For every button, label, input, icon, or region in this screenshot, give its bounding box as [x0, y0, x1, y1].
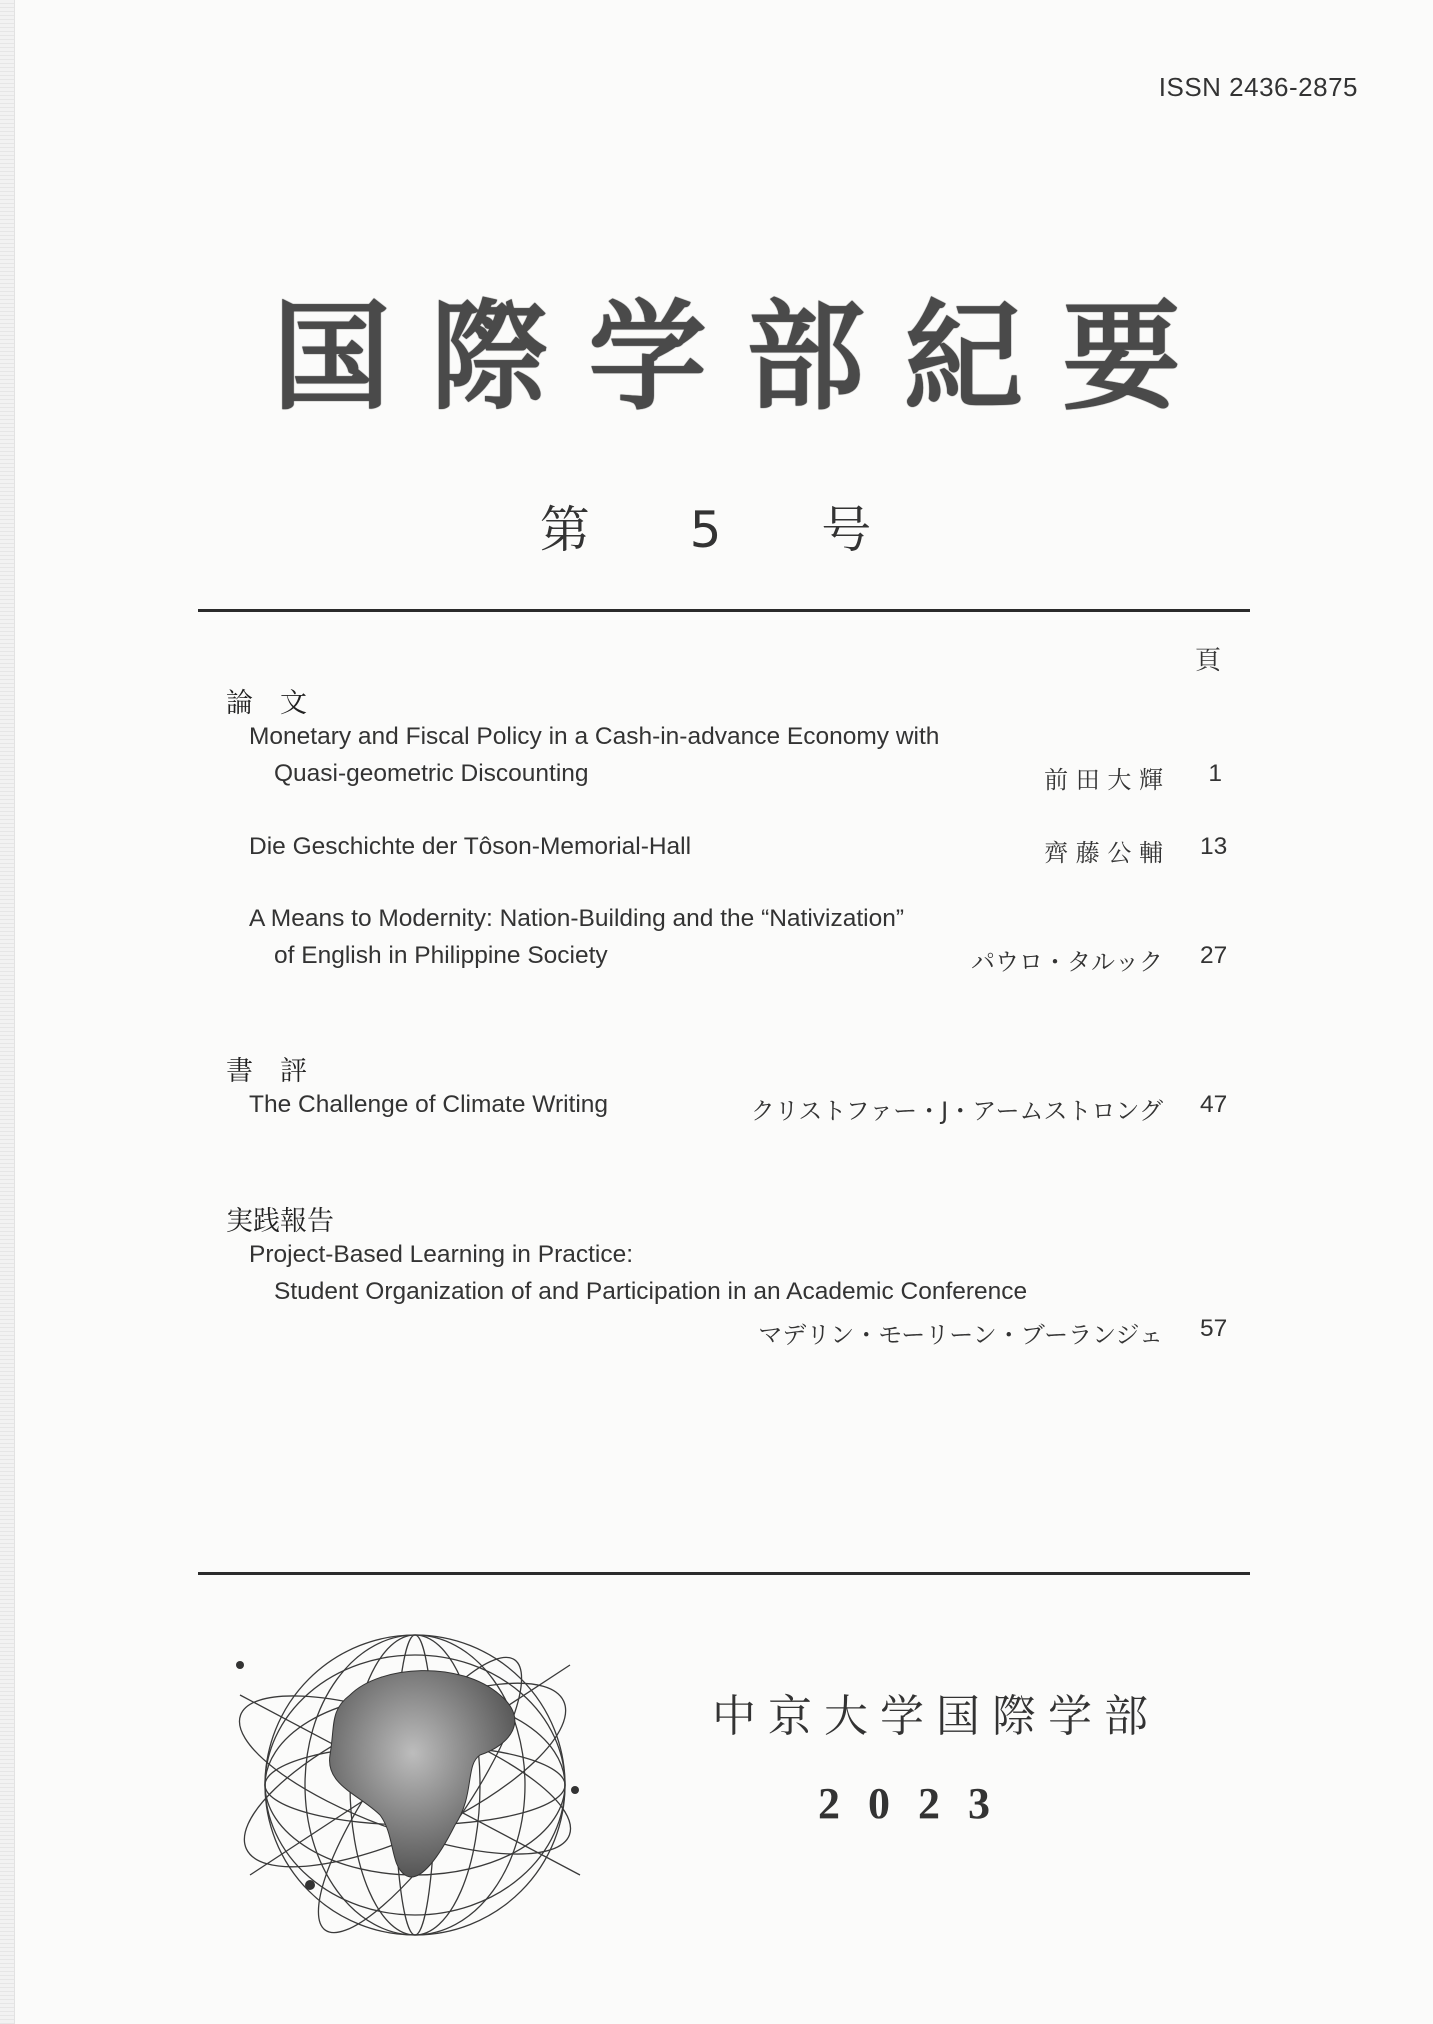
toc-entry-title: Student Organization of and Participation in an Academic Conference [274, 1278, 1028, 1305]
toc-entry-page: 27 [1200, 942, 1228, 969]
bottom-divider [198, 1572, 1250, 1575]
page-column-header: 頁 [1195, 646, 1222, 676]
toc-entry-title: of English in Philippine Society [274, 942, 608, 969]
publisher-name: 中京大学国際学部 [712, 1691, 1160, 1742]
publication-year: 2023 [818, 1779, 1018, 1828]
journal-title: 国際学部紀要 [272, 288, 1221, 426]
toc-entry-title: The Challenge of Climate Writing [249, 1091, 609, 1118]
toc-entry-author: 齊 藤 公 輔 [1044, 839, 1163, 867]
toc-entry-page: 47 [1200, 1091, 1228, 1118]
toc-entry-title: Project-Based Learning in Practice: [249, 1241, 634, 1268]
toc-entry-page: 57 [1200, 1315, 1228, 1342]
section-heading-articles: 論 文 [226, 688, 307, 719]
section-heading-book-review: 書 評 [226, 1056, 307, 1087]
toc-entry-author: マデリン・モーリーン・ブーランジェ [758, 1321, 1163, 1349]
top-divider [198, 609, 1250, 612]
toc-entry-author: 前 田 大 輝 [1044, 766, 1163, 794]
globe-icon [230, 1625, 590, 1945]
toc-entry-page: 1 [1208, 760, 1222, 787]
toc-entry-page: 13 [1200, 833, 1228, 860]
toc-entry-author: クリストファー・J・アームストロング [750, 1097, 1163, 1125]
toc-entry-title: Quasi-geometric Discounting [274, 760, 589, 787]
toc-entry-title: Monetary and Fiscal Policy in a Cash-in-advance Economy with [249, 723, 940, 750]
toc-entry-title: A Means to Modernity: Nation-Building and the “Nativization” [249, 905, 905, 932]
toc-entry-title: Die Geschichte der Tôson-Memorial-Hall [249, 833, 692, 860]
section-heading-practice-report: 実践報告 [226, 1206, 334, 1237]
issue-number: 第 5 号 [539, 501, 914, 559]
toc-entry-author: パウロ・タルック [971, 948, 1163, 976]
issn-label: ISSN 2436-2875 [1158, 72, 1358, 102]
